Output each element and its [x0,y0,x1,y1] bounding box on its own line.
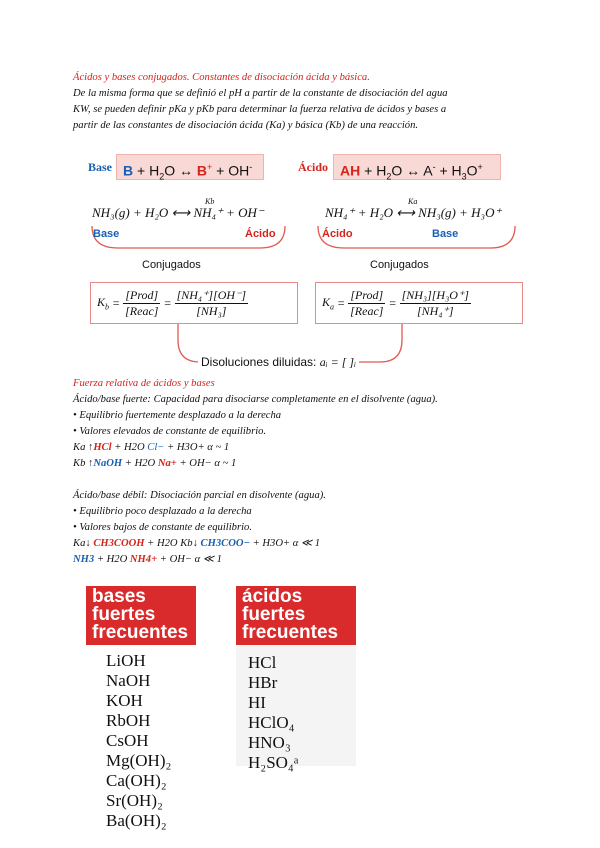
ion-cl: Cl− [147,442,165,453]
weak-title: Ácido/base débil: Disociación parcial en disolvente (agua). [73,490,326,501]
base-item: CsOH [106,731,149,750]
acid-label: Ácido [298,160,328,174]
ion-ch3coo: CH3COO− [200,538,250,549]
kb-expression-box: $K_b$ = $\frac{\text{[Prod]}}{\text{[Reac]}}$ = $\frac{\text{[NH₄⁺][OH⁻]}}{\text{[NH₃]}}$ [90,282,298,324]
strong-bases-table [86,586,196,830]
acid-eq-part2: O ↔ A [391,162,433,179]
acid-eq-part1: + H [360,162,387,179]
acids-title-line1: ácidos fuertes [242,586,306,625]
dilute-formula: aᵢ = [ ]ᵢ [319,355,356,369]
left-acid-tag: Ácido [245,228,276,240]
left-reaction: NH₃(g) + H₂O ⟷ NH₄⁺ + OH⁻ [92,205,264,220]
acid-equation-box: AH + $H_2O$ ↔ $A^- + H_3O^+$ [333,154,501,180]
base-eq-tail: + OH [212,162,250,179]
strong-acids-list [236,645,356,773]
acid-item: HClO₄ [248,713,295,732]
base-label: Base [88,160,112,174]
base-item: NaOH [106,671,151,690]
strong-bases-list [86,645,196,831]
weak-bullet-2: • Valores bajos de constante de equilibrio. [73,522,252,533]
weak-ka-line: Ka↓ CH3COOH + H2O Kb↓ CH3COO− + H3O+ α ≪ 1 [73,538,321,549]
strong-bases-header [86,586,196,645]
species-hcl: HCl [93,442,112,453]
kb-concentrations: $\frac{\text{[NH₄⁺][OH⁻]}}{\text{[NH₃]}}$ [176,287,247,318]
right-acid-tag: Ácido [322,228,353,240]
strong-title: Ácido/base fuerte: Capacidad para disociarse completamente en el disolvente (agua). [73,394,438,405]
base-item: KOH [106,691,143,710]
weak-bullet-1: • Equilibrio poco desplazado a la derecha [73,506,252,517]
acids-title-line2: frecuentes [242,622,339,643]
strong-kb-line: Kb ↑NaOH + H2O Na+ + OH− α ~ 1 [73,458,237,469]
ka-concentrations: $\frac{\text{[NH₃][H₃O⁺]}}{\text{[NH₄⁺]}}$ [401,287,469,318]
left-arrow-label: Kb [205,197,215,206]
acid-eq-tail1: + H [435,162,462,179]
left-base-tag: Base [93,228,120,240]
base-eq-part2: O ↔ [164,162,197,179]
acid-item: HI [248,693,266,712]
weak-kb-line: NH3 + H2O NH4+ + OH− α ≪ 1 [73,554,222,565]
dilute-text: Disoluciones diluidas: [201,355,317,369]
acid-species: AH [340,162,361,179]
base-eq-part1: + H [133,162,160,179]
dilute-solutions-note [198,355,359,370]
strong-acids-header [236,586,356,645]
strong-ka-line: Ka ↑HCl + H2O Cl− + H3O+ α ~ 1 [73,442,230,453]
strong-bullet-2: • Valores elevados de constante de equilibrio. [73,426,267,437]
bases-title-line2: frecuentes [92,622,189,643]
intro-line-2: KW, se pueden definir pKa y pKb para determinar la fuerza relativa de ácidos y bases a [73,104,447,115]
base-item: Ca(OH)₂ [106,771,167,790]
section-title-strength: Fuerza relativa de ácidos y bases [73,378,215,389]
base-item: RbOH [106,711,151,730]
ka-symbol: $K_a$ [322,294,335,312]
acid-item: HCl [248,653,277,672]
ka-expression-box: $K_a$ = $\frac{\text{[Prod]}}{\text{[Reac]}}$ = $\frac{\text{[NH₃][H₃O⁺]}}{\text{[NH₄⁺]}}$ [315,282,523,324]
ka-prod-reac: $\frac{\text{[Prod]}}{\text{[Reac]}}$ [350,287,384,318]
acid-item: H₂SO₄ᵃ [248,753,299,772]
kb-prod-reac: $\frac{\text{[Prod]}}{\text{[Reac]}}$ [125,287,159,318]
species-naoh: NaOH [93,458,123,469]
ion-na: Na+ [157,458,177,469]
base-equation-box: $B + H_2O$ ↔ B+ + OH- [116,154,264,180]
base-item: Sr(OH)₂ [106,791,163,810]
species-ch3cooh: CH3COOH [93,538,145,549]
bases-title-line1: bases fuertes [92,586,156,625]
base-species: B [123,162,134,179]
intro-line-3: partir de las constantes de disociación ácida (Ka) y básica (Kb) de una reacción. [73,120,419,131]
base-item: Mg(OH)₂ [106,751,172,770]
intro-line-1: De la misma forma que se definió el pH a partir de la constante de disociación del agua [73,88,448,99]
kb-symbol: $K_b$ [97,294,110,312]
acid-item: HNO₃ [248,733,291,752]
base-item: LiOH [106,651,146,670]
strong-acids-table [236,586,356,772]
acid-eq-tail2: O [466,162,478,179]
base-item: Ba(OH)₂ [106,811,167,830]
conjugados-left: Conjugados [142,259,201,271]
conjugados-right: Conjugados [370,259,429,271]
species-nh3: NH3 [73,554,95,565]
ion-nh4: NH4+ [129,554,158,565]
strong-bullet-1: • Equilibrio fuertemente desplazado a la derecha [73,410,282,421]
section-title-conjugates: Ácidos y bases conjugados. Constantes de disociación ácida y básica. [73,72,370,83]
right-arrow-label: Ka [408,197,418,206]
base-product: B [196,162,208,179]
right-base-tag: Base [432,228,459,240]
right-reaction: NH₄⁺ + H₂O ⟷ NH₃(g) + H₃O⁺ [325,205,502,220]
acid-item: HBr [248,673,278,692]
